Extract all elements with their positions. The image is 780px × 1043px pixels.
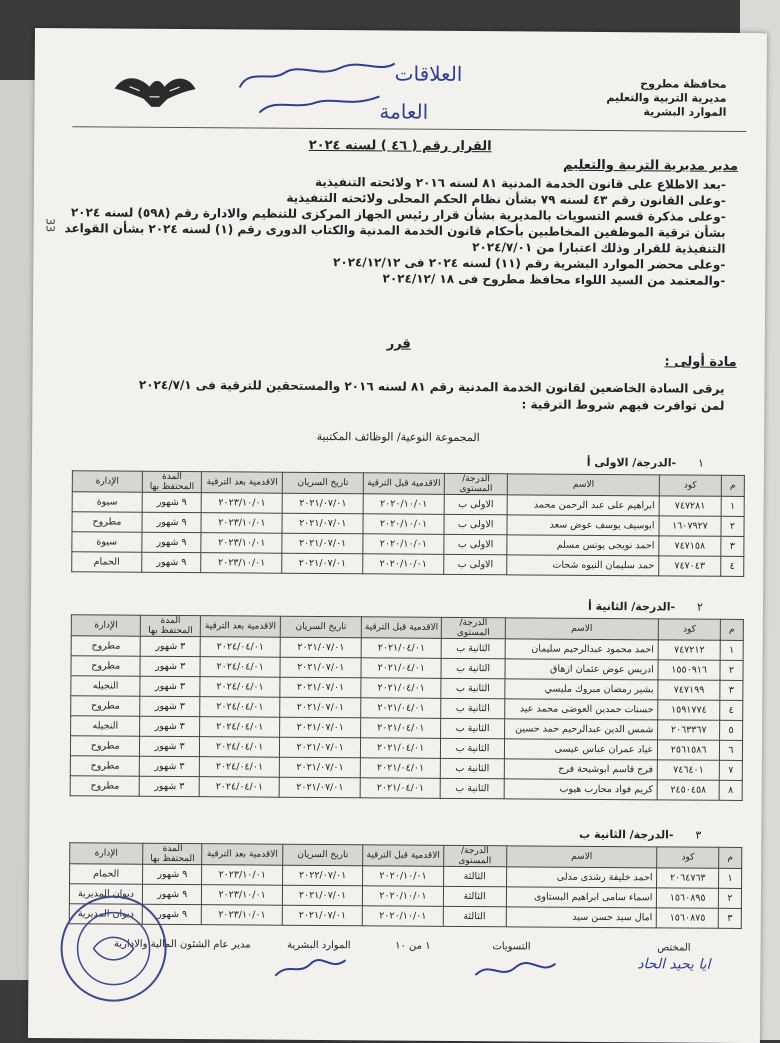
table-cell: الاولى ب: [444, 494, 508, 514]
promotion-table: [70, 614, 744, 801]
table-cell: ٢٠٢١/٠٧/٠١: [280, 757, 361, 778]
table-cell: ٧٤٧٢٨١: [659, 496, 721, 516]
table-cell: عياد عمران عباس عيسى: [504, 739, 658, 760]
table-cell: ٥: [720, 720, 743, 740]
table-cell: ١٥٦٠٨٩٥: [657, 888, 719, 908]
recitals: [63, 172, 726, 289]
table-cell: ٩ شهور: [141, 552, 201, 572]
column-header: م: [719, 847, 742, 868]
department-label: الموارد البشرية: [643, 105, 727, 119]
table-cell: ٩ شهور: [142, 904, 201, 924]
table-cell: ٢٠٢٠/١٠/٠١: [363, 534, 444, 555]
table-row: [70, 776, 742, 801]
column-header: تاريخ السريان: [281, 616, 362, 638]
settlements-label: التسويات: [492, 941, 531, 953]
table-cell: مطروح: [72, 512, 142, 532]
table-cell: الاولى ب: [444, 534, 508, 554]
table-cell: مطروح: [71, 696, 141, 716]
table-cell: الثالثة: [443, 886, 506, 906]
table-cell: الاولى ب: [444, 514, 508, 534]
table-cell: ٣: [721, 536, 744, 556]
table-cell: ٧٤٦٤٠١: [658, 760, 720, 780]
column-header: الدرجة/المستوى: [444, 473, 508, 494]
table-cell: اسماء سامى ابراهيم البستاوى: [506, 887, 657, 908]
settlements-signature-icon: [470, 955, 560, 986]
section-heading: [579, 828, 701, 842]
table-cell: ٢٠٢٤/٠٤/٠١: [200, 657, 281, 678]
specialist-signature: ايا يحيد الحاد: [637, 956, 711, 973]
table-cell: ٤: [721, 556, 744, 576]
column-header: الاقدمية بعد الترقية: [200, 616, 281, 638]
table-cell: الثانية ب: [442, 638, 505, 658]
table-cell: ابوسيف يوسف عوض سعد: [507, 515, 659, 536]
table-cell: ١: [721, 496, 744, 516]
official-seal-icon: [53, 888, 174, 1009]
table-cell: ١٥٦٠٨٧٥: [657, 908, 719, 928]
section-label: -الدرجة/ الاولى أ: [586, 455, 677, 470]
column-header: الاقدمية قبل الترقية: [361, 617, 442, 639]
table-cell: ٢٠٢٣/١٠/٠١: [202, 493, 283, 514]
table-cell: ٤: [720, 700, 743, 720]
table-cell: مطروح: [70, 756, 140, 776]
table-cell: ٣ شهور: [140, 676, 200, 696]
table-cell: الثالثة: [443, 906, 506, 926]
governorate-label: محافظة مطروح: [640, 77, 727, 91]
column-header: الاسم: [508, 474, 660, 496]
table-cell: ٢٠٢١/٠٧/٠١: [281, 637, 362, 658]
table-cell: ٧٤٧٠٤٣: [659, 556, 721, 576]
decision-title: القرار رقم ( ٤٦ ) لسنه ٢٠٢٤: [308, 137, 492, 155]
table-cell: ٩ شهور: [142, 884, 201, 904]
table-cell: ٨: [719, 780, 742, 800]
table-cell: امال سيد حسن سيد: [506, 907, 657, 928]
column-header: الاسم: [505, 618, 659, 640]
column-header: تاريخ السريان: [283, 844, 364, 866]
recital-line: -وعلى محضر الموارد البشرية رقم (١١) لسنه ٢٠٢٤ فى ٢٠٢٤/١٢/١٢: [332, 255, 726, 272]
table-cell: ٢٠٢١/٠٧/٠١: [280, 677, 361, 698]
section-number: ١: [698, 456, 705, 470]
table-cell: ٢٠٢١/٠٧/٠١: [280, 717, 361, 738]
letterhead: [606, 77, 726, 120]
column-header: كود: [657, 847, 719, 868]
table-cell: ٢٠٢١/٠٧/٠١: [282, 513, 363, 534]
table-cell: ٣ شهور: [140, 756, 200, 776]
table-cell: ٢٤٥٠٤٥٨: [657, 780, 719, 800]
table-cell: حسنات حمدين العوضى محمد عيد: [504, 699, 658, 720]
table-cell: ٢٠٢١/٠٧/٠١: [280, 737, 361, 758]
section-number: ٣: [695, 828, 702, 842]
recital-line: بشأن ترقية الموظفين المخاطبين بأحكام قانون الخدمة المدنية والكتاب الدورى رقم (١) لسنه ٢٠٢٤ بشأن القواعد: [64, 221, 726, 240]
section-label: -الدرجة/ الثانية أ: [587, 599, 676, 614]
table-cell: حمد سليمان النيوه شحات: [507, 555, 659, 576]
promotion-text: [72, 376, 724, 415]
column-header: م: [720, 619, 743, 640]
table-cell: الثانية ب: [441, 778, 504, 798]
table-cell: ٢٠٢٠/١٠/٠١: [363, 514, 444, 535]
table-cell: ٢٠٦٤٧٦٣: [657, 868, 719, 888]
section-number: ٢: [697, 600, 704, 614]
handwriting-line-2: العامة: [379, 99, 429, 124]
table-cell: احمد محمود عبدالرحيم سليمان: [505, 639, 659, 660]
table-cell: ٢٠٦٣٣٦٧: [658, 720, 720, 740]
table-cell: ٢٠٢٠/١٠/٠١: [363, 554, 444, 575]
table-cell: ٧: [719, 760, 742, 780]
column-header: الإدارة: [72, 471, 142, 492]
table-cell: ٢٠٢٠/١٠/٠١: [363, 494, 444, 515]
table-cell: ابراهيم على عبد الرحمن محمد: [508, 495, 660, 516]
table-cell: ٢: [718, 888, 741, 908]
table-cell: مطروح: [70, 736, 140, 756]
general-manager-label: مدير عام الشئون المالية والادارية: [113, 938, 251, 951]
table-cell: ٢٠٢٢/٠٧/٠١: [282, 865, 363, 886]
table-cell: مطروح: [71, 656, 141, 676]
section-label: -الدرجة/ الثانية ب: [579, 827, 674, 842]
column-header: الاقدمية قبل الترقية: [363, 845, 444, 867]
table-cell: الثانية ب: [441, 658, 504, 678]
column-header: المدة المحتفظ بها: [142, 471, 202, 492]
promotion-line: لمن توافرت فيهم شروط الترقية :: [521, 397, 725, 413]
eagle-emblem-icon: [109, 69, 199, 112]
table-cell: ٢٠٢١/٠٤/٠١: [360, 758, 441, 779]
table-cell: ٢٠٢٠/١٠/٠١: [363, 886, 444, 907]
table-cell: ٢٠٢٤/٠٤/٠١: [200, 677, 281, 698]
table-cell: النجيله: [71, 716, 141, 736]
column-header: الاقدمية بعد الترقية: [202, 472, 283, 494]
table-cell: ٢٠٢٣/١٠/٠١: [202, 905, 283, 926]
column-header: كود: [659, 619, 721, 640]
table-cell: ٢٥٦١٥٨٦: [658, 740, 720, 760]
specialist-label: المختص: [657, 942, 691, 954]
column-header: الاسم: [506, 846, 657, 868]
issuer-title: مدير مديرية التربية والتعليم: [562, 157, 739, 174]
table-cell: ٣ شهور: [140, 696, 200, 716]
table-cell: ٢٠٢٣/١٠/٠١: [202, 885, 283, 906]
column-header: الاقدمية قبل الترقية: [363, 473, 444, 495]
promotion-line: يرقى السادة الخاضعين لقانون الخدمة المدنية رقم ٨١ لسنه ٢٠١٦ والمستحقين للترقية فى ٢٠٢٤/٧/١: [138, 377, 725, 396]
table-cell: كريم فواد محارب هيوب: [504, 779, 658, 800]
table-cell: فرج قاسم ابوشيحة فرج: [504, 759, 658, 780]
table-cell: ٣: [718, 908, 741, 928]
recital-line: -وعلى مذكرة قسم التسويات بالمديرية بشأن قرار رئيس الجهاز المركزى للتنظيم والادارة رقم (٥٩٨) لسنه ٢٠٢٤: [70, 205, 726, 224]
page-counter: ١ من ١٠: [395, 940, 431, 952]
table-cell: ٢٠٢١/٠٧/٠١: [280, 697, 361, 718]
table-cell: ٣ شهور: [140, 716, 200, 736]
table-cell: ١٥٩١٧٧٤: [658, 700, 720, 720]
column-header: الدرجة/المستوى: [442, 617, 505, 638]
table-cell: احمد خليفة رشدى مدلى: [506, 867, 657, 888]
recital-line: التنفيذية للقرار وذلك اعتبارا من ٢٠٢٤/٧/٠١: [472, 240, 726, 256]
column-header: تاريخ السريان: [283, 472, 364, 494]
table-cell: ديوان المديرية: [69, 884, 142, 905]
table-cell: ٢٠٢١/٠٧/٠١: [282, 533, 363, 554]
header-divider: [72, 126, 746, 132]
table-cell: ٢٠٢١/٠٧/٠١: [282, 553, 363, 574]
column-header: المدة المحتفظ بها: [141, 615, 201, 636]
table-cell: ٢٠٢٣/١٠/٠١: [202, 865, 283, 886]
table-cell: ٩ شهور: [142, 512, 202, 532]
table-cell: شمس الدين عبدالرحيم حمد حسين: [504, 719, 658, 740]
table-cell: ٣ شهور: [140, 776, 200, 796]
article-title: مادة أولى :: [664, 354, 737, 370]
table-cell: ٦: [719, 740, 742, 760]
hr-label: الموارد البشرية: [287, 939, 351, 952]
handwriting-line-1: العلاقات: [394, 61, 463, 86]
handwritten-annotation: [229, 47, 463, 128]
table-row: [72, 552, 744, 577]
table-cell: ٢٠٢٤/٠٤/٠١: [199, 717, 280, 738]
table-cell: ٢٠٢٤/٠٤/٠١: [199, 757, 280, 778]
table-cell: ٩ شهور: [142, 492, 202, 512]
column-header: الإدارة: [71, 615, 141, 636]
table-cell: ٧٤٧١٥٨: [659, 536, 721, 556]
table-cell: الثانية ب: [441, 758, 504, 778]
table-cell: ٧٤٧٢١٢: [658, 640, 720, 660]
table-cell: ٢٠٢٤/٠٤/٠١: [200, 637, 281, 658]
section-heading: [588, 600, 703, 614]
table-cell: الثانية ب: [441, 678, 504, 698]
table-cell: ٢٠٢١/٠٤/٠١: [361, 678, 442, 699]
document-page: [28, 28, 767, 1043]
table-cell: ٣ شهور: [141, 636, 201, 656]
table-cell: ٩ شهور: [142, 532, 202, 552]
table-cell: ٢٠٢١/٠٧/٠١: [282, 493, 363, 514]
table-cell: ٢٠٢٤/٠٤/٠١: [199, 777, 280, 798]
table-cell: ٢٠٢٠/١٠/٠١: [363, 866, 444, 887]
table-cell: ٣ شهور: [140, 656, 200, 676]
promotion-table: [71, 470, 745, 577]
table-cell: ٢٠٢١/٠٧/٠١: [280, 657, 361, 678]
recital-line: -والمعتمد من السيد اللواء محافظ مطروح فى ١٨ /٢٠٢٤/١٢: [382, 271, 726, 288]
table-cell: ٢٠٢٠/١٠/٠١: [363, 906, 444, 927]
column-header: الاقدمية بعد الترقية: [202, 844, 283, 866]
table-cell: الثالثة: [443, 866, 506, 886]
table-cell: ٢٠٢١/٠٤/٠١: [360, 718, 441, 739]
table-cell: ٢٠٢٤/٠٤/٠١: [199, 737, 280, 758]
table-cell: ٢٠٢١/٠٤/٠١: [360, 778, 441, 799]
table-cell: ٢: [721, 516, 744, 536]
table-cell: الحمام: [72, 552, 142, 572]
table-cell: الثانية ب: [441, 738, 504, 758]
column-header: كود: [659, 475, 721, 496]
recital-line: -وعلى القانون رقم ٤٣ لسنه ٧٩ بشأن نظام الحكم المحلى ولائحته التنفيذية: [286, 190, 726, 208]
table-cell: النجيله: [71, 676, 141, 696]
table-cell: بشير رمضان مبروك مليسي: [504, 679, 658, 700]
table-cell: الثانية ب: [441, 698, 504, 718]
job-group-label: المجموعة النوعية/ الوظائف المكتبية: [316, 429, 480, 445]
table-cell: سيوة: [72, 532, 142, 552]
table-cell: ١: [720, 640, 743, 660]
table-cell: ١: [719, 868, 742, 888]
table-cell: مطروح: [70, 776, 140, 796]
table-cell: ادريس عوض عثمان ازهاق: [505, 659, 659, 680]
table-cell: ١٦٠٧٩٢٧: [659, 516, 721, 536]
table-cell: ٣ شهور: [140, 736, 200, 756]
table-cell: الثانية ب: [441, 718, 504, 738]
table-cell: ٧٤٧١٩٩: [658, 680, 720, 700]
directorate-label: مديرية التربية والتعليم: [606, 90, 727, 105]
table-cell: الاولى ب: [444, 554, 508, 574]
table-cell: ٩ شهور: [143, 864, 202, 884]
column-header: الإدارة: [70, 843, 143, 865]
recital-line: -بعد الاطلاع على قانون الخدمة المدنية ٨١ لسنه ٢٠١٦ ولائحته التنفيذية: [314, 174, 726, 192]
table-cell: ٣: [720, 680, 743, 700]
table-cell: ٢٠٢١/٠٤/٠١: [361, 658, 442, 679]
table-cell: الحمام: [70, 864, 143, 885]
table-cell: ٢٠٢٣/١٠/٠١: [201, 553, 282, 574]
table-cell: احمد نويجى يونس مسلم: [507, 535, 659, 556]
signature-footer: [58, 938, 730, 1003]
table-cell: ١٥٥٠٩١٦: [658, 660, 720, 680]
page-margin-number: 33: [43, 218, 57, 233]
table-cell: ٢٠٢١/٠٤/٠١: [361, 638, 442, 659]
column-header: م: [721, 475, 744, 496]
table-cell: ٢٠٢١/٠٧/٠١: [280, 777, 361, 798]
table-cell: ٢٠٢٣/١٠/٠١: [201, 533, 282, 554]
section-heading: [587, 456, 704, 470]
table-cell: ديوان المديرية: [69, 904, 142, 925]
table-cell: سيوة: [72, 492, 142, 512]
table-cell: ٢٠٢١/٠٤/٠١: [361, 698, 442, 719]
table-cell: مطروح: [71, 636, 141, 656]
column-header: الدرجة/المستوى: [443, 845, 506, 866]
table-cell: ٢٠٢١/٠٧/٠١: [282, 905, 363, 926]
table-cell: ٢٠٢٤/٠٤/٠١: [200, 697, 281, 718]
table-cell: ٢٠٢٣/١٠/٠١: [201, 513, 282, 534]
table-cell: ٢٠٢١/٠٧/٠١: [282, 885, 363, 906]
column-header: المدة المحتفظ بها: [143, 843, 203, 864]
hr-signature-icon: [270, 954, 350, 985]
table-cell: ٢: [720, 660, 743, 680]
decided-heading: قرر: [386, 336, 411, 352]
handwriting-strokes: [229, 47, 463, 128]
table-cell: ٢٠٢١/٠٤/٠١: [360, 738, 441, 759]
